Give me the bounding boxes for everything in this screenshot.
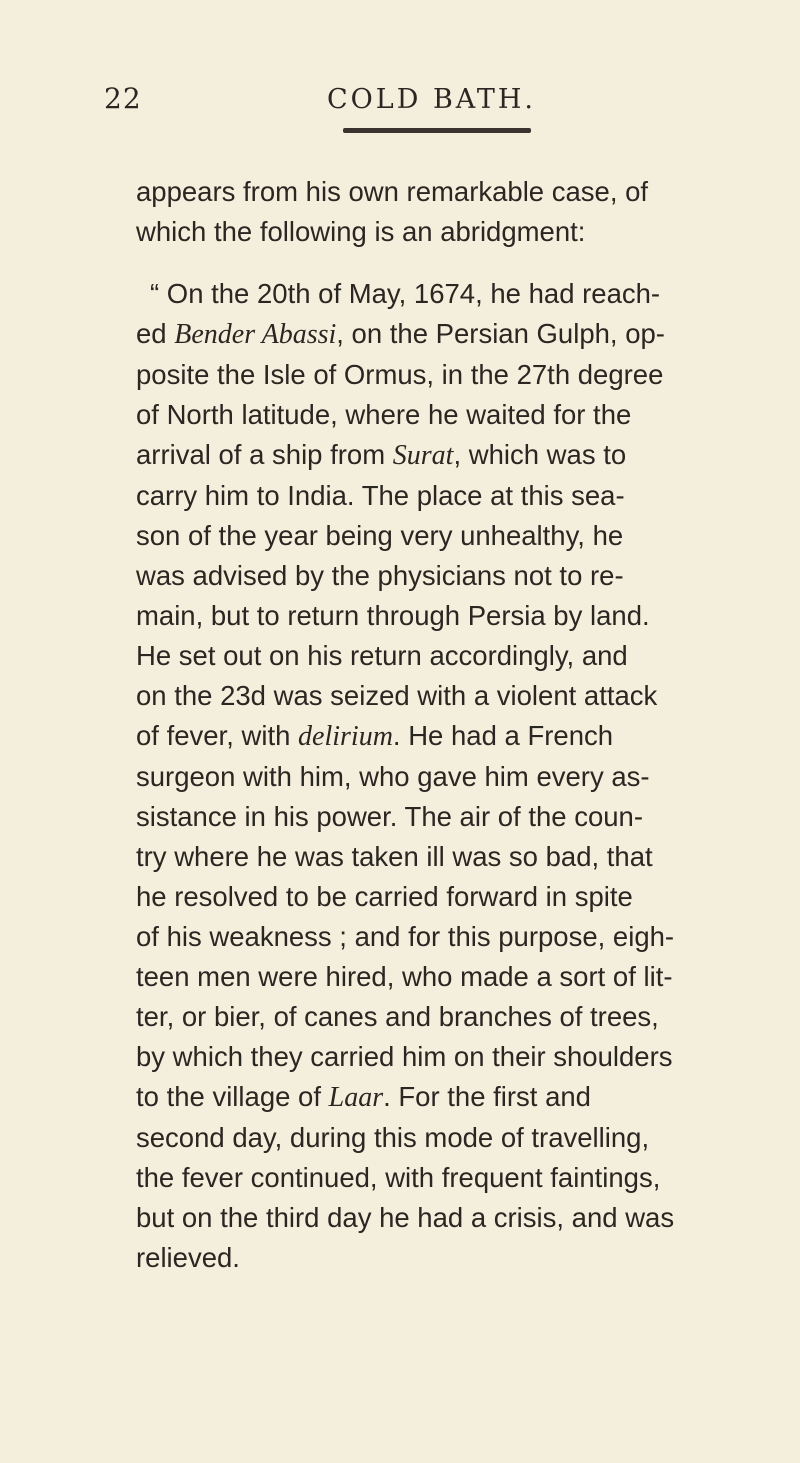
body-text	[136, 172, 746, 1278]
text-segment: to the village of	[136, 1081, 329, 1112]
text-line	[136, 435, 746, 476]
text-line: which the following is an abridgment:	[136, 216, 586, 247]
text-line	[136, 314, 746, 355]
text-line: he resolved to be carried forward in spite	[136, 881, 633, 912]
page-header	[0, 82, 800, 122]
text-line: was advised by the physicians not to re-	[136, 560, 624, 591]
text-line: carry him to India. The place at this sea-	[136, 480, 625, 511]
text-segment: ed	[136, 318, 175, 349]
text-line: surgeon with him, who gave him every as-	[136, 761, 650, 792]
page-number: 22	[104, 82, 142, 115]
text-line: but on the third day he had a crisis, and was	[136, 1202, 675, 1233]
text-segment: . For the first and	[383, 1081, 591, 1112]
text-line: appears from his own remarkable case, of	[136, 176, 649, 207]
text-line: main, but to return through Persia by land.	[136, 600, 650, 631]
text-line: relieved.	[136, 1242, 240, 1273]
text-segment: . He had a French	[392, 720, 614, 751]
text-line: try where he was taken ill was so bad, that	[136, 841, 653, 872]
text-line: sistance in his power. The air of the coun-	[136, 801, 643, 832]
text-line	[136, 716, 746, 757]
text-line: ter, or bier, of canes and branches of trees,	[136, 1001, 659, 1032]
text-segment: , on the Persian Gulph, op-	[336, 318, 665, 349]
text-line	[136, 1077, 746, 1118]
text-line: teen men were hired, who made a sort of lit-	[136, 961, 673, 992]
text-line: on the 23d was seized with a violent attack	[136, 680, 658, 711]
text-line: of his weakness ; and for this purpose, eigh-	[136, 921, 675, 952]
text-line: of North latitude, where he waited for the	[136, 399, 632, 430]
text-line: son of the year being very unhealthy, he	[136, 520, 624, 551]
text-segment: arrival of a ship from	[136, 439, 393, 470]
paragraph-gap	[136, 252, 746, 274]
text-segment: , which was to	[453, 439, 627, 470]
place-name-surat: Surat	[392, 440, 454, 471]
header-rule	[343, 128, 531, 133]
term-delirium: delirium	[298, 721, 393, 752]
text-line: second day, during this mode of travelling,	[136, 1122, 650, 1153]
place-name-laar: Laar	[328, 1082, 384, 1113]
place-name-bender-abassi: Bender Abassi	[174, 319, 337, 350]
text-line: posite the Isle of Ormus, in the 27th degree	[136, 359, 664, 390]
text-segment: of fever, with	[136, 720, 299, 751]
text-line: by which they carried him on their shoulders	[136, 1041, 673, 1072]
text-line: He set out on his return accordingly, and	[136, 640, 628, 671]
running-head: COLD BATH.	[327, 84, 536, 115]
text-line: “ On the 20th of May, 1674, he had reach-	[150, 278, 661, 309]
text-line: the fever continued, with frequent faintings,	[136, 1162, 661, 1193]
